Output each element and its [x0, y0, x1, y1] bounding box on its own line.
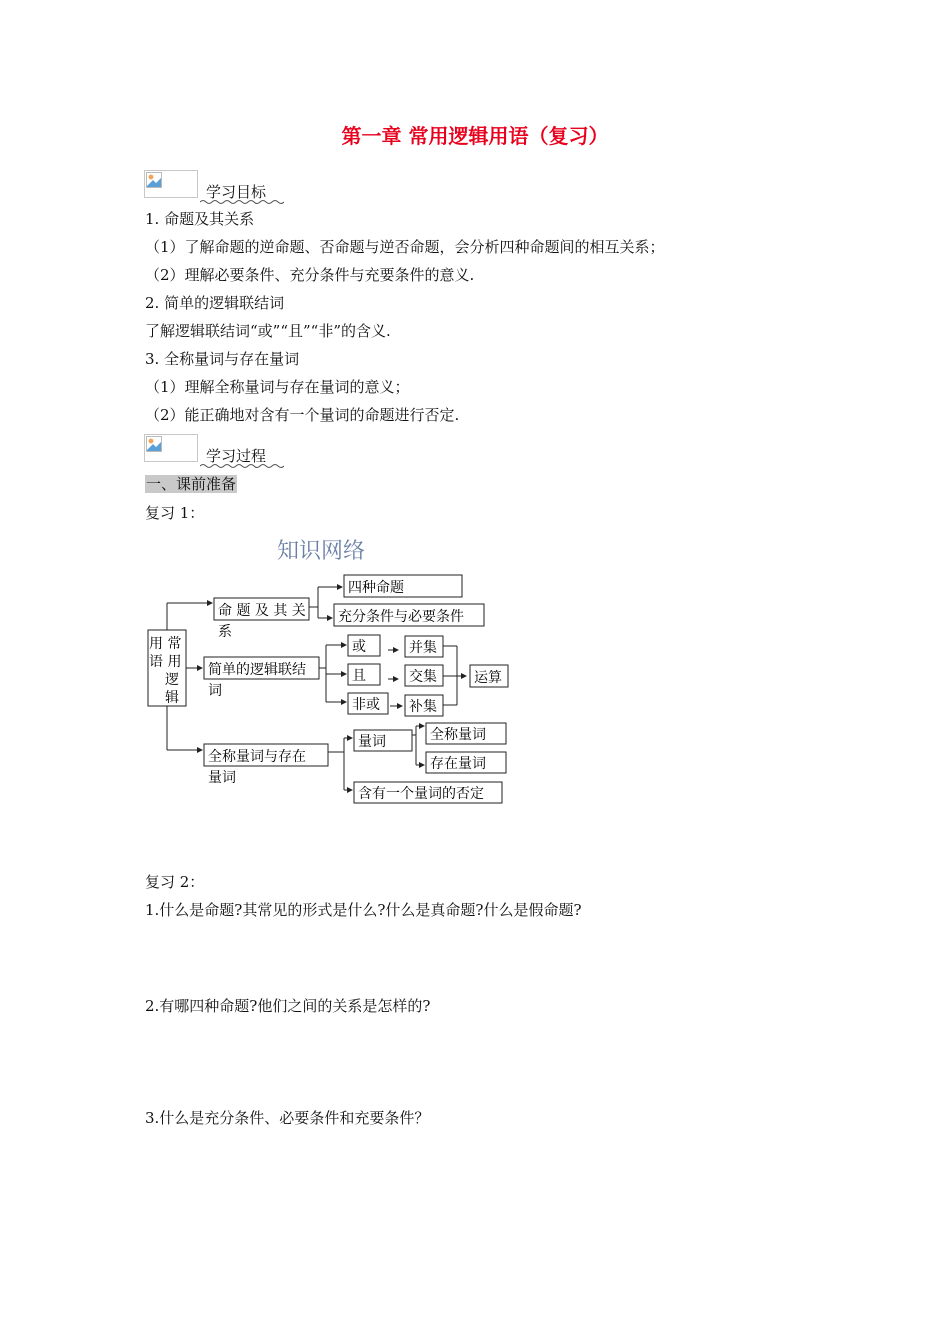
review-2-label: 复习 2： [145, 873, 205, 891]
section-heading-process: 学习过程 [206, 447, 267, 465]
leaf-node-label: 四种命题 [348, 580, 404, 596]
broken-image-icon [144, 170, 198, 198]
page-title: 第一章 常用逻辑用语（复习） [341, 124, 609, 148]
leaf-node-label: 存在量词 [430, 756, 486, 772]
concept-map [140, 530, 520, 810]
leaf-node-label: 充分条件与必要条件 [338, 609, 464, 625]
goal-item: 3. 全称量词与存在量词 [145, 350, 300, 368]
branch-node-label: 量词 [208, 770, 236, 786]
sub-branch-label: 量词 [358, 734, 386, 750]
part-heading [145, 474, 237, 494]
branch-node-label: 命 题 及 其 关 [218, 603, 306, 619]
root-node-line: 逻 [165, 672, 179, 688]
leaf-node-label: 含有一个量词的否定 [358, 786, 484, 802]
branch-node-label: 词 [208, 683, 222, 699]
root-node-line: 辑 [165, 690, 179, 706]
goal-item: 了解逻辑联结词“或”“且”“非”的含义. [145, 322, 391, 340]
goal-item: （2）理解必要条件、充分条件与充要条件的意义. [145, 266, 475, 284]
wavy-underline [200, 463, 284, 469]
broken-image-icon [144, 434, 198, 462]
goal-item: （2）能正确地对含有一个量词的命题进行否定. [145, 406, 460, 424]
goal-item: （1）了解命题的逆命题、否命题与逆否命题，会分析四种命题间的相互关系； [145, 238, 665, 256]
question-item: 2.有哪四种命题?他们之间的关系是怎样的? [145, 997, 431, 1015]
root-node-line: 语 用 [149, 654, 182, 670]
branch-node-label: 全称量词与存在 [208, 749, 306, 765]
set-label: 交集 [409, 669, 437, 685]
goal-item: 1. 命题及其关系 [145, 210, 255, 228]
leaf-node-label: 全称量词 [430, 727, 486, 743]
connective-label: 且 [352, 668, 366, 684]
section-heading-goals: 学习目标 [206, 183, 267, 201]
result-label: 运算 [474, 670, 502, 686]
root-node-line: 用 常 [149, 636, 182, 652]
concept-map-title: 知识网络 [277, 539, 366, 564]
branch-node-label: 系 [218, 624, 232, 640]
review-1-label: 复习 1： [145, 504, 205, 522]
connective-label: 或 [352, 639, 366, 655]
connective-label: 非或 [352, 697, 380, 713]
goal-item: （1）理解全称量词与存在量词的意义； [145, 378, 410, 396]
goal-item: 2. 简单的逻辑联结词 [145, 294, 285, 312]
wavy-underline [200, 199, 284, 205]
question-item: 3.什么是充分条件、必要条件和充要条件？ [145, 1109, 430, 1127]
part-one-label: 一、课前准备 [146, 475, 237, 493]
set-label: 并集 [409, 640, 437, 656]
branch-node-label: 简单的逻辑联结 [208, 662, 306, 678]
question-item: 1.什么是命题?其常见的形式是什么?什么是真命题?什么是假命题? [145, 901, 582, 919]
set-label: 补集 [409, 699, 437, 715]
